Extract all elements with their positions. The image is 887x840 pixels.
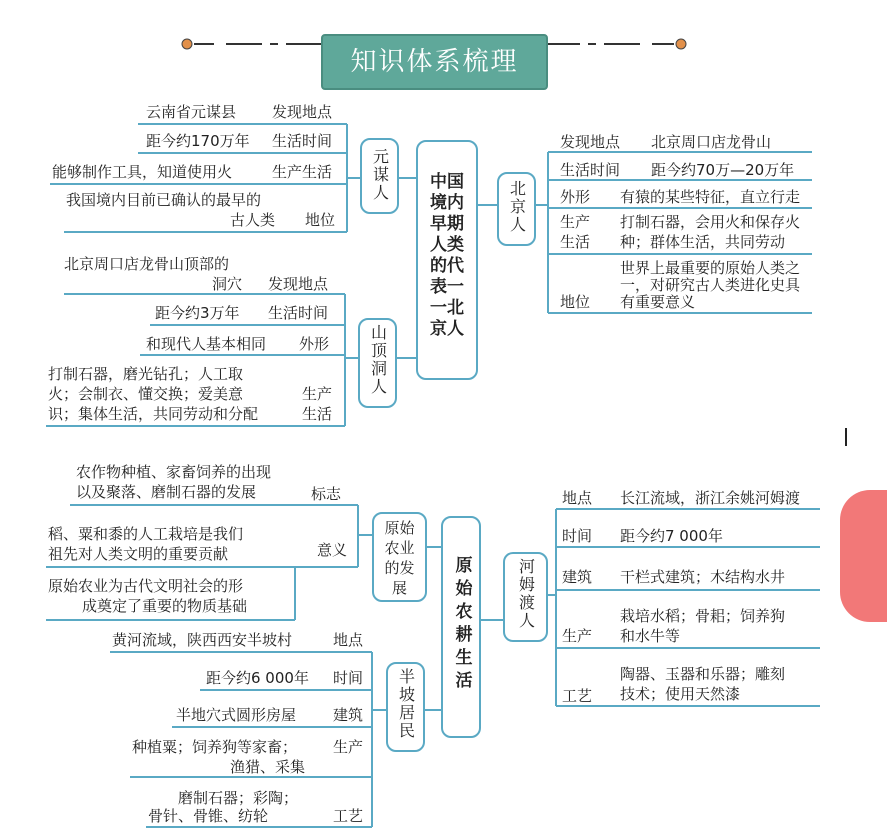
sdd-time: 距今约3万年	[155, 304, 240, 322]
bj-life-key-l1: 生产	[560, 213, 591, 231]
yuanmou-status-key: 地位	[305, 211, 336, 229]
shandingdong-box: 山顶洞人	[358, 318, 397, 408]
sdd-appearance-key: 外形	[299, 335, 330, 353]
hmd-time-key: 时间	[562, 527, 593, 545]
right-dot	[676, 39, 686, 49]
yuanmou-status-l1: 我国境内目前已确认的最早的	[66, 191, 262, 209]
page-title: 知识体系梳理	[321, 34, 548, 90]
sdd-location-l1: 北京周口店龙骨山顶部的	[64, 255, 230, 273]
dev-sign-key: 标志	[311, 485, 342, 503]
bj-life-l2: 种；群体生活，共同劳动	[620, 233, 786, 251]
hmd-production-l1: 栽培水稻；骨耜；饲养狗	[620, 607, 786, 625]
banpo-building-key: 建筑	[333, 706, 364, 724]
yuanmou-box: 元谋人	[360, 138, 399, 214]
farming-center-box: 原始农耕生活	[441, 516, 481, 738]
bj-status-l1: 世界上最重要的原始人类之	[620, 259, 801, 277]
banpo-craft-key: 工艺	[333, 807, 364, 825]
yuanmou-location-key: 发现地点	[272, 103, 333, 121]
hmd-production-key: 生产	[562, 627, 593, 645]
yuanmou-life: 能够制作工具，知道使用火	[52, 163, 233, 181]
bj-appearance-key: 外形	[560, 188, 591, 206]
bj-appearance: 有猿的某些特征，直立行走	[620, 188, 801, 206]
dev-sign-l1: 农作物种植、家畜饲养的出现	[76, 463, 272, 481]
hmd-building: 干栏式建筑；木结构水井	[620, 568, 786, 586]
banpo-location-key: 地点	[333, 631, 364, 649]
dev-sign-l2: 以及聚落、磨制石器的发展	[76, 483, 257, 501]
hmd-time: 距今约7 000年	[620, 527, 723, 545]
banpo-production-key: 生产	[333, 738, 364, 756]
sdd-appearance: 和现代人基本相同	[146, 335, 267, 353]
dev-basis-l1: 原始农业为古代文明社会的形	[48, 577, 244, 595]
banpo-craft-l1: 磨制石器；彩陶；	[178, 789, 299, 807]
hmd-location-key: 地点	[562, 489, 593, 507]
yuanmou-life-key: 生产生活	[272, 163, 333, 181]
banpo-location: 黄河流域，陕西西安半坡村	[112, 631, 293, 649]
hmd-building-key: 建筑	[562, 568, 593, 586]
bj-time-key: 生活时间	[560, 161, 621, 179]
bj-time: 距今约70万—20万年	[651, 161, 795, 179]
dev-basis-l2: 成奠定了重要的物质基础	[82, 597, 248, 615]
dev-meaning-l2: 祖先对人类文明的重要贡献	[48, 545, 229, 563]
sdd-life-l3: 识；集体生活，共同劳动和分配	[48, 405, 259, 423]
banpo-time: 距今约6 000年	[206, 669, 309, 687]
hmd-craft-key: 工艺	[562, 687, 593, 705]
development-box: 原始 农业 的发 展	[372, 512, 427, 602]
banpo-production-l2: 渔猎、采集	[230, 758, 306, 776]
hmd-location: 长江流域，浙江余姚河姆渡	[620, 489, 801, 507]
sdd-location-l2: 洞穴	[212, 275, 243, 293]
banpo-time-key: 时间	[333, 669, 364, 687]
hemudu-box: 河姆渡人	[503, 552, 548, 642]
bj-status-l3: 有重要意义	[620, 293, 696, 311]
hmd-craft-l2: 技术；使用天然漆	[620, 685, 741, 703]
banpo-craft-l2: 骨针、骨锥、纺轮	[148, 807, 269, 825]
left-dot	[182, 39, 192, 49]
bj-life-l1: 打制石器，会用火和保存火	[620, 213, 801, 231]
bj-status-key: 地位	[560, 293, 591, 311]
peking-center-box: 中国 境内 早期 人类 的代 表一 一北 京人	[416, 140, 478, 380]
side-tab-accent	[840, 490, 887, 622]
bj-location-key: 发现地点	[560, 133, 621, 151]
banpo-box: 半坡居民	[386, 662, 425, 752]
bj-life-key-l2: 生活	[560, 233, 591, 251]
dev-meaning-key: 意义	[317, 541, 348, 559]
bj-location: 北京周口店龙骨山	[651, 133, 772, 151]
beijing-box: 北京人	[497, 172, 536, 246]
banpo-production-l1: 种植粟；饲养狗等家畜；	[132, 738, 298, 756]
banpo-building: 半地穴式圆形房屋	[176, 706, 297, 724]
sdd-life-l2: 火；会制衣、懂交换；爱美意	[48, 385, 244, 403]
yuanmou-status-l2: 古人类	[230, 211, 276, 229]
sdd-life-key-l1: 生产	[302, 385, 333, 403]
bj-status-l2: 一，对研究古人类进化史具	[620, 276, 801, 294]
sdd-location-key: 发现地点	[268, 275, 329, 293]
yuanmou-time: 距今约170万年	[146, 132, 250, 150]
sdd-time-key: 生活时间	[268, 304, 329, 322]
divider-mark	[845, 428, 847, 446]
sdd-life-l1: 打制石器，磨光钻孔；人工取	[48, 365, 244, 383]
yuanmou-time-key: 生活时间	[272, 132, 333, 150]
dev-meaning-l1: 稻、粟和黍的人工栽培是我们	[48, 525, 244, 543]
yuanmou-location: 云南省元谋县	[146, 103, 237, 121]
hmd-craft-l1: 陶器、玉器和乐器；雕刻	[620, 665, 786, 683]
sdd-life-key-l2: 生活	[302, 405, 333, 423]
hmd-production-l2: 和水牛等	[620, 627, 681, 645]
